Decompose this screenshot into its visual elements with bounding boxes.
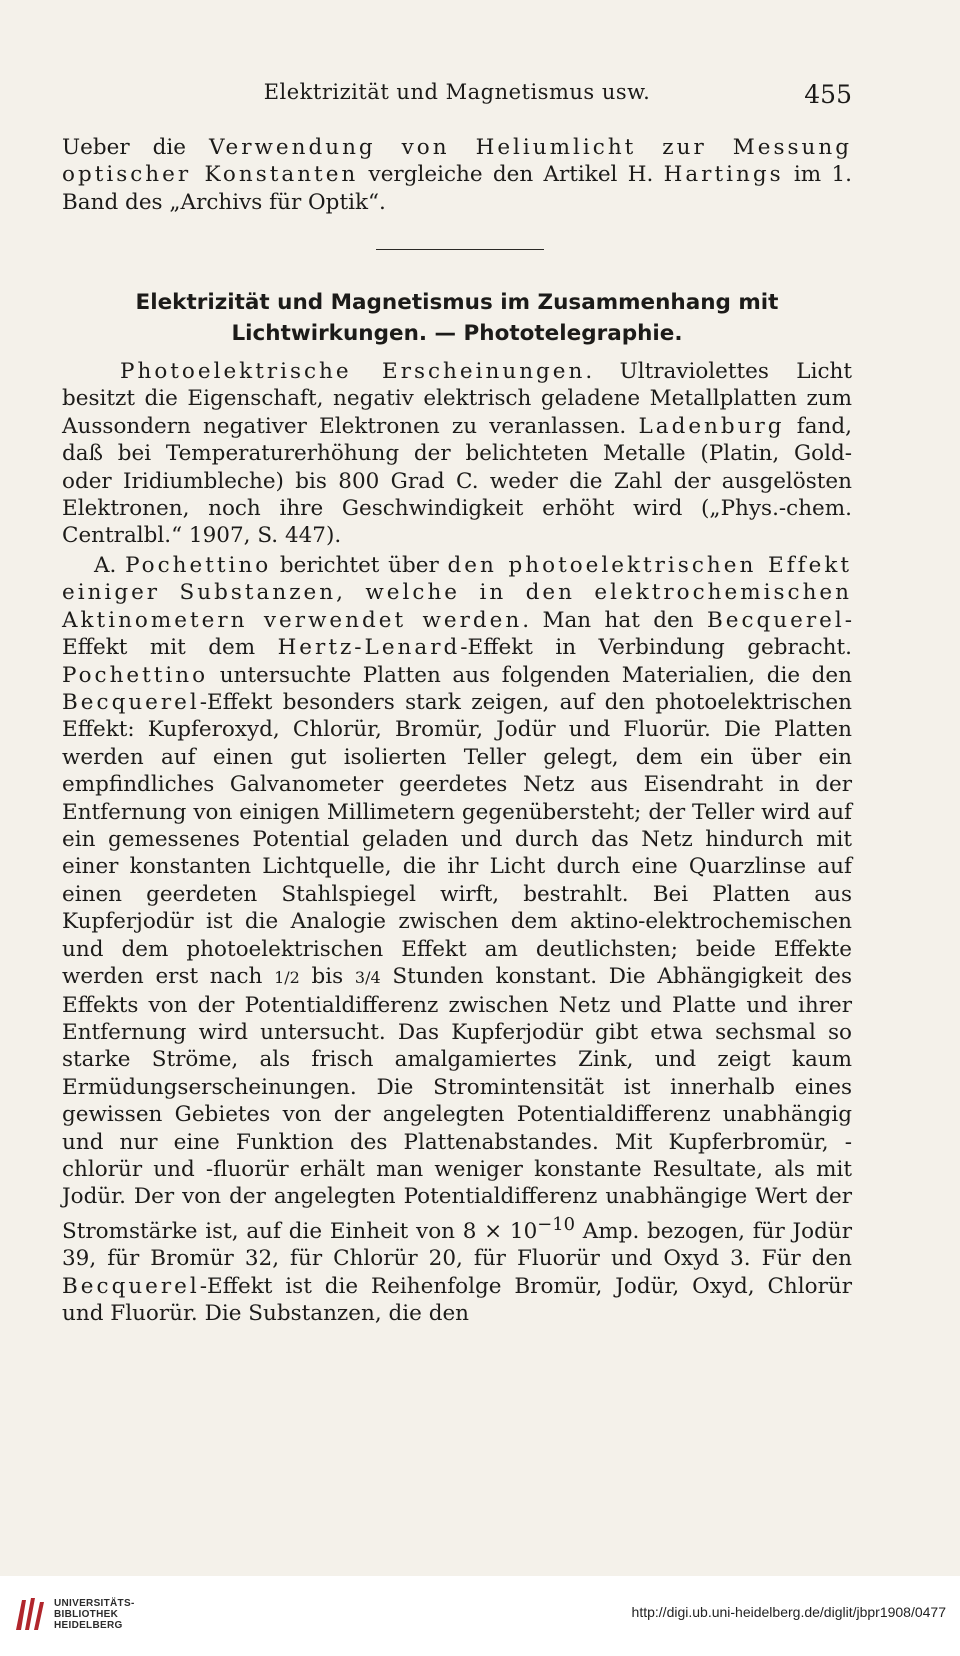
- intro-spaced-author: Hartings: [663, 162, 784, 188]
- fraction-three-quarters: 3/4: [354, 968, 381, 988]
- para1-text-a: . Ultraviolettes Licht besitzt die Eigenschaft, negativ elektrisch geladene Metallplatten zum Aussondern negativer Elektronen zu veranlassen.: [62, 359, 852, 439]
- para2-text-h: bis: [299, 964, 355, 990]
- running-title: Elektrizität und Magnetismus usw.: [263, 80, 651, 104]
- paragraph-photoelectric: [62, 358, 852, 550]
- library-logo-text: [54, 1598, 135, 1631]
- para2-text-c: . Man hat den: [522, 607, 707, 633]
- intro-spaced-topic: Verwendung von Heliumlicht zur Messung optischer Konstanten: [62, 135, 852, 188]
- source-url-link[interactable]: http://digi.ub.uni-heidelberg.de/diglit/jbpr1908/0477: [631, 1604, 946, 1620]
- logo-line-1: UNIVERSITÄTS-: [54, 1598, 135, 1609]
- intro-text-a: Ueber die: [62, 135, 209, 160]
- exponent: −10: [537, 1213, 576, 1235]
- fraction-half: 1/2: [274, 968, 300, 988]
- para2-spaced-becquerel-1: Becquerel: [706, 607, 845, 633]
- section-heading-line1: Elektrizität und Magnetismus im Zusammenhang mit: [135, 290, 779, 315]
- para2-spaced-pochettino: Pochettino: [62, 662, 209, 688]
- para2-spaced-topic: den photoelektrischen Effekt einiger Substanzen, welche in den elektrochemischen Aktinometern verwendet werden: [62, 553, 852, 633]
- para1-spaced-title: Photoelektrische Erscheinungen: [120, 359, 586, 384]
- para2-spaced-author: Pochettino: [125, 553, 272, 578]
- para2-spaced-becquerel-3: Becquerel: [62, 1273, 200, 1299]
- library-logo-icon: [12, 1594, 48, 1634]
- para2-spaced-becquerel-2: Becquerel: [62, 690, 200, 716]
- para2-text-k: -Effekt ist die Reihenfolge Bromür, Jodür, Oxyd, Chlorür und Fluorür. Die Substanzen, die den: [62, 1273, 852, 1327]
- para1-spaced-name: Ladenburg: [638, 413, 785, 439]
- section-heading-line2: Lichtwirkungen. — Phototelegraphie.: [231, 321, 683, 346]
- section-heading: [62, 287, 852, 349]
- para2-text-g: -Effekt besonders stark zeigen, auf den photoelektrischen Effekt: Kupferoxyd, Chlorür, Bromür, Jodür und Fluorür. Die Platten werden auf einen gut isolierten Teller gelegt, dem ein über ein empfindliches Galvanometer geerdetes Netz aus Eisendraht in der Entfernung von einigen Millimetern gegenübersteht; der Teller wird auf ein gemessenes Potential geladen und durch das Netz hindurch mit einer konstanten Lichtquelle, die ihr Licht durch eine Quarzlinse auf einen geerdeten Stahlspiegel wirft, bestrahlt. Bei Platten aus Kupferjodür ist die Analogie zwischen dem aktino-elektrochemischen und dem photoelektrischen Effekt am deutlichsten; beide Effekte werden erst nach: [62, 690, 852, 990]
- page-number: 455: [804, 80, 852, 109]
- para2-text-f: untersuchte Platten aus folgenden Materialien, die den: [208, 662, 852, 688]
- para2-text-e: -Effekt in Verbindung gebracht.: [460, 635, 852, 661]
- intro-paragraph: [62, 134, 852, 216]
- para1-text-b: fand, daß bei Temperaturerhöhung der belichteten Metalle (Platin, Gold- oder Iridiumbleche) bis 800 Grad C. weder die Zahl der ausgelösten Elektronen, noch ihre Geschwindigkeit erhöht wird („Phys.-chem. Centralbl.“ 1907, S. 447).: [62, 413, 852, 549]
- para2-text-j: Amp. bezogen, für Jodür 39, für Bromür 32, für Chlorür 20, für Fluorür und Oxyd 3. Für den: [62, 1218, 852, 1272]
- para2-text-i: Stunden konstant. Die Abhängigkeit des Effekts von der Potentialdifferenz zwischen Netz und Platte und ihrer Entfernung wird untersucht. Das Kupferjodür gibt etwa sechsmal so starke Ströme, als frisch amalgamiertes Zink, und zeigt kaum Ermüdungserscheinungen. Die Stromintensität ist innerhalb eines gewissen Gebietes von der angelegten Potentialdifferenz unabhängig und nur eine Funktion des Plattenabstandes. Mit Kupferbromür, -chlorür und -fluorür erhält man weniger konstante Resultate, als mit Jodür. Der von der angelegten Potentialdifferenz unabhängige Wert der Stromstärke ist, auf die Einheit von 8 × 10: [62, 964, 853, 1244]
- paragraph-pochettino: [62, 552, 852, 1328]
- digitization-footer: [0, 1576, 960, 1656]
- logo-line-2: BIBLIOTHEK: [54, 1609, 119, 1620]
- para2-text-b: berichtet über: [271, 553, 448, 578]
- intro-text-b: vergleiche den Artikel H.: [358, 162, 664, 188]
- page-header: [62, 80, 852, 116]
- para2-spaced-hertz-lenard: Hertz-Lenard: [277, 635, 461, 661]
- para2-text-a: A.: [94, 553, 126, 578]
- section-divider: [376, 249, 544, 250]
- logo-line-3: HEIDELBERG: [54, 1620, 123, 1631]
- para2-text-d: -Effekt mit dem: [62, 607, 852, 661]
- intro-text-c: im 1. Band des „Archivs für Optik“.: [62, 162, 852, 215]
